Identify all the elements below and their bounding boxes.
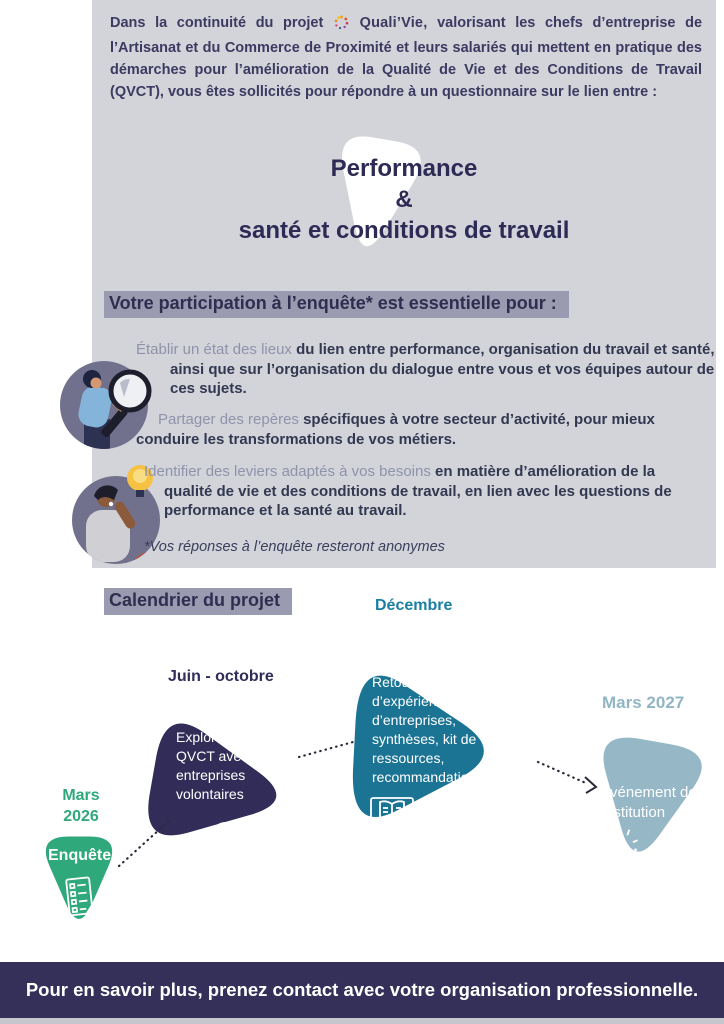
milestone-date-decembre: Décembre (375, 597, 453, 614)
footer-strip (0, 1018, 724, 1024)
milestone-date-mars-2027: Mars 2027 (602, 693, 685, 712)
anonymity-note: *Vos réponses à l’enquête resteront anonymes (144, 539, 445, 555)
bullet-lead: Identifier des leviers adaptés à vos besoins (144, 463, 431, 480)
bullet-etat-des-lieux (136, 340, 715, 399)
milestone-label-enquete: Enquête (48, 847, 112, 864)
footer-bar (0, 962, 724, 1018)
intro-paragraph (110, 12, 702, 103)
bullet-identifier-leviers (144, 462, 696, 521)
bullet-partager-reperes (136, 410, 684, 449)
qualivie-wordmark: Quali’Vie, (359, 15, 428, 31)
title-ampersand: & (395, 186, 413, 213)
intro-suffix-text: valorisant les chefs d’entreprise de l’Artisanat et du Commerce de Proximité et leurs salariés qui mettent en pratique des démarches pour l’amélioration de la Qualité de Vie et des Conditions de Travail (QVCT), vous êtes sollicités pour répondre à un questionnaire sur le lien entre : (110, 15, 703, 100)
qualivie-logo-icon (334, 15, 349, 37)
footer-text: Pour en savoir plus, prenez contact avec votre organisation professionnelle. (25, 979, 699, 1000)
bullet-lead: Établir un état des lieux (136, 341, 292, 358)
milestone-label-restitution: Événement de restitution (600, 784, 697, 821)
bullet-rest: en matière d’amélioration de la qualité de vie et des conditions de travail, en lien avec les questions de performance et la santé au travail. (164, 463, 672, 519)
megaphone-icon (590, 824, 642, 876)
bullet-rest: spécifiques à votre secteur d’activité, pour mieux conduire les transformations de vos métiers. (136, 411, 655, 448)
participation-heading: Votre participation à l’enquête* est essentielle pour : (104, 291, 569, 318)
bullet-rest: du lien entre performance, organisation du travail et santé, ainsi que sur l’organisation du dialogue entre vous et vos équipes autour de ces sujets. (170, 341, 715, 397)
main-title (92, 153, 716, 246)
survey-checklist-icon (60, 874, 106, 920)
bullet-lead: Partager des repères (158, 411, 299, 428)
milestone-label-exploration: Exploration QVCT avec 10 entreprises volontaires (176, 729, 268, 802)
intro-prefix-text: Dans la continuité du projet (110, 15, 324, 31)
title-line-3: santé et conditions de travail (238, 217, 570, 244)
magnifier-pulse-icon (194, 816, 250, 872)
calendar-heading: Calendrier du projet (104, 588, 292, 615)
title-line-1: Performance (330, 155, 478, 182)
milestone-label-retours: Retours d’expériences : cas d’entreprises, synthèses, kit de ressources, recommandations (372, 674, 492, 785)
milestone-date-juin-octobre: Juin - octobre (168, 668, 274, 685)
screen-book-icon (366, 792, 418, 844)
milestone-date-mars-2026: Mars 2026 (62, 787, 100, 825)
